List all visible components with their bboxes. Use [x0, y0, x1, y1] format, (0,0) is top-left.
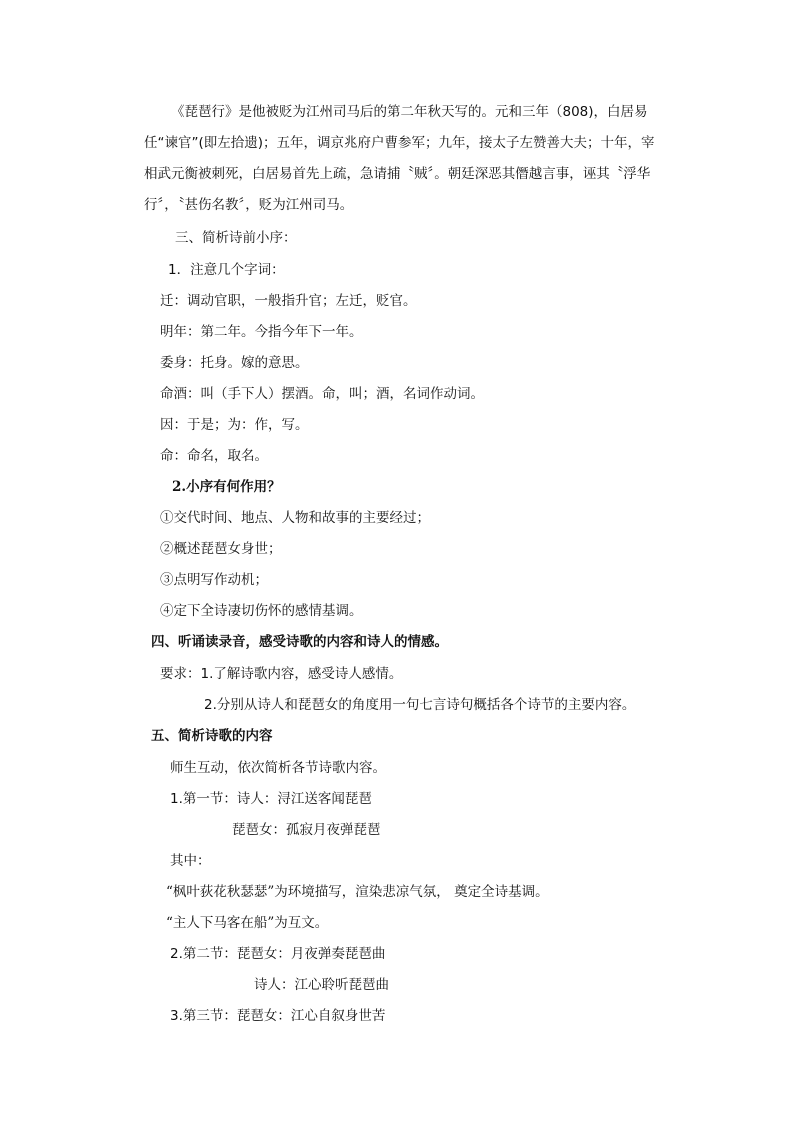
section4-req1: 要求：1.了解诗歌内容，感受诗人感情。: [160, 666, 403, 682]
function-item: ①交代时间、地点、人物和故事的主要经过；: [160, 510, 430, 526]
section3-sub2: 2.小序有何作用？: [172, 479, 281, 495]
section4-heading: 四、听诵读录音，感受诗歌的内容和诗人的情感。: [151, 634, 448, 650]
word-item: 命：命名，取名。: [160, 448, 268, 464]
section5-s2b: 诗人：江心聆听琵琶曲: [254, 977, 389, 993]
section5-s1b: 琵琶女：孤寂月夜弹琵琶: [232, 822, 381, 838]
word-item: 因：于是；为：作，写。: [160, 417, 309, 433]
section3-heading: 三、简析诗前小序：: [175, 230, 297, 246]
function-item: ④定下全诗凄切伤怀的感情基调。: [160, 603, 363, 619]
section5-qizhong: 其中：: [170, 853, 211, 869]
word-item: 委身：托身。嫁的意思。: [160, 355, 309, 371]
function-item: ②概述琵琶女身世；: [160, 541, 282, 557]
word-item: 迁：调动官职，一般指升官；左迁，贬官。: [160, 293, 417, 309]
section3-sub1: 1．注意几个字词：: [168, 262, 285, 278]
word-item: 命酒：叫（手下人）摆酒。命，叫；酒，名词作动词。: [160, 386, 484, 402]
section4-req2: 2.分别从诗人和琵琶女的角度用一句七言诗句概括各个诗节的主要内容。: [204, 697, 636, 713]
intro-paragraph-text: 《琵琶行》是他被贬为江州司马后的第二年秋天写的。元和三年（808)，白居易任“谏官”(即左拾遗)；五年，调京兆府户曹参军；九年，接太子左赞善大夫；十年，宰相武元衡被刺死，白居易首先上疏，急请捕〝贼〞。朝廷深恶其僭越言事，诬其〝浮华行〞，〝甚伤名教〞，贬为江州司马。: [144, 104, 655, 213]
section5-note1: “枫叶荻花秋瑟瑟”为环境描写，渲染悲凉气氛， 奠定全诗基调。: [166, 884, 549, 900]
section5-s1a: 1.第一节：诗人：浔江送客闻琵琶: [170, 791, 372, 807]
section5-note2: “主人下马客在船”为互文。: [166, 915, 329, 931]
intro-paragraph: [144, 97, 664, 221]
section5-heading: 五、简析诗歌的内容: [151, 728, 273, 744]
section5-intro: 师生互动，依次简析各节诗歌内容。: [170, 760, 386, 776]
section5-s2a: 2.第二节：琵琶女：月夜弹奏琵琶曲: [170, 946, 386, 962]
word-item: 明年：第二年。今指今年下一年。: [160, 324, 363, 340]
function-item: ③点明写作动机；: [160, 572, 268, 588]
section5-s3a: 3.第三节：琵琶女：江心自叙身世苦: [170, 1008, 386, 1024]
